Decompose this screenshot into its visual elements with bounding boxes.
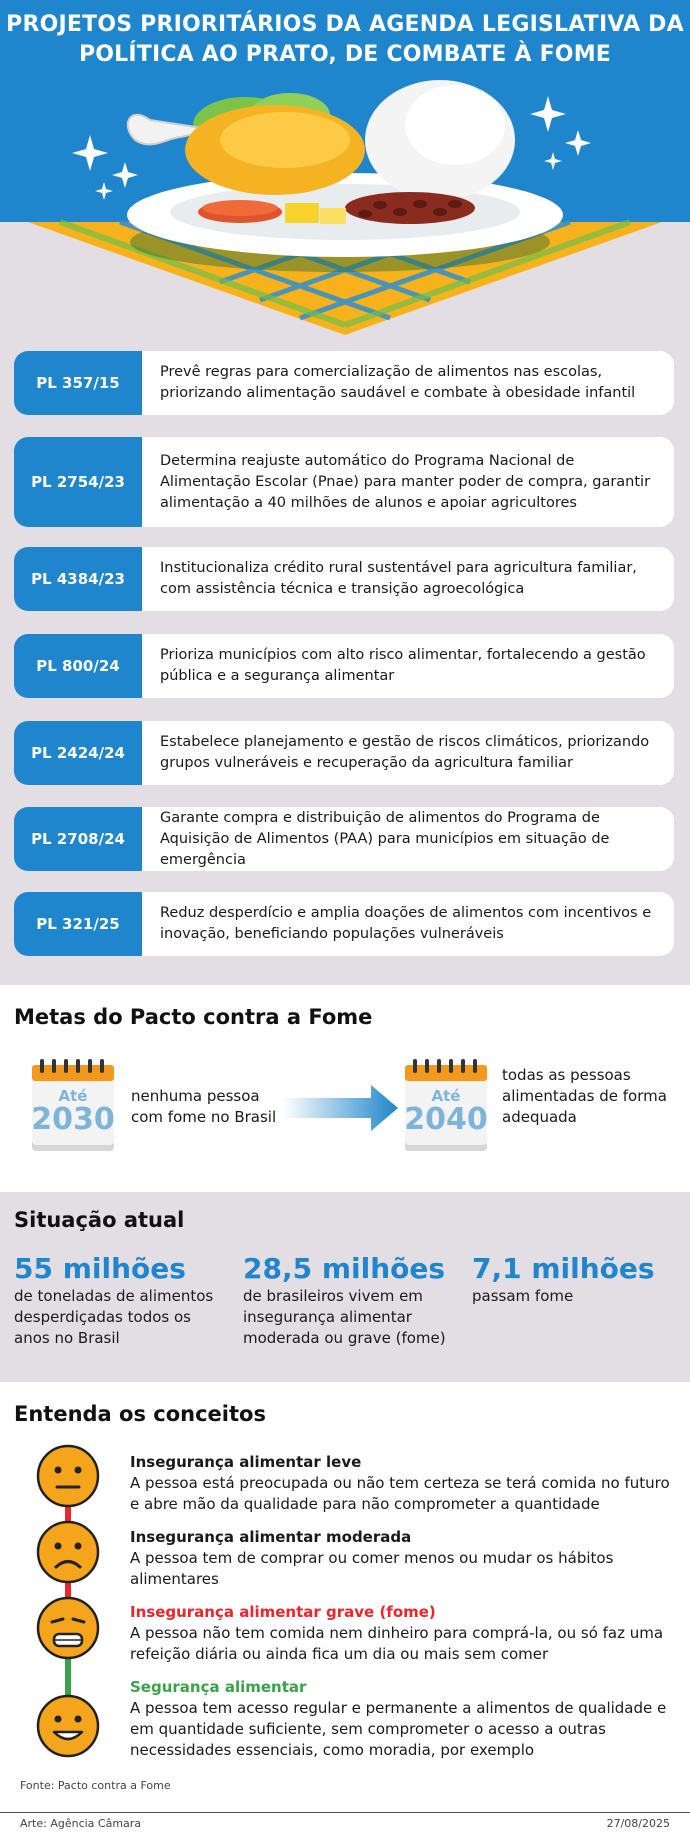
project-row <box>14 351 674 415</box>
stat-description <box>472 1286 682 1307</box>
concept-title-severe: Insegurança alimentar grave (fome) <box>130 1603 436 1621</box>
title-line-2: POLÍTICA AO PRATO, DE COMBATE À FOME <box>78 42 612 67</box>
project-code: PL 321/25 <box>14 892 142 956</box>
footer <box>0 1812 690 1833</box>
project-description: Prevê regras para comercialização de alimentos nas escolas, priorizando alimentação saudável e combate à obesidade infantil <box>160 364 636 401</box>
concepts-section <box>0 1382 690 1792</box>
goal2-line2: alimentadas de forma <box>502 1087 667 1105</box>
concept-text: A pessoa não tem comida nem dinheiro para comprá-la, ou só faz uma refeição diária ou ainda fica um dia ou mais sem comer <box>130 1624 664 1663</box>
goals-title: Metas do Pacto contra a Fome <box>14 1005 373 1029</box>
projects-list <box>0 335 690 985</box>
goal2-prefix: Até <box>431 1087 461 1105</box>
date: 27/08/2025 <box>606 1817 670 1830</box>
stat-line: insegurança alimentar <box>243 1308 412 1326</box>
beans <box>345 192 475 224</box>
goal2-line3: adequada <box>502 1108 577 1126</box>
project-row <box>14 437 674 527</box>
project-description: Garante compra e distribuição de alimentos do Programa de Aquisição de Alimentos (PAA) para municípios em situação de emergência <box>160 809 610 868</box>
title-line-1: PROJETOS PRIORITÁRIOS DA AGENDA LEGISLATIVA DA <box>6 12 684 37</box>
concept-title: Insegurança alimentar leve <box>130 1453 362 1471</box>
concept-text: A pessoa está preocupada ou não tem certeza se terá comida no futuro e abre mão da qualidade para não comprometer a quantidade <box>130 1474 670 1513</box>
project-description: Prioriza municípios com alto risco alimentar, fortalecendo a gestão pública e a segurança alimentar <box>160 647 646 684</box>
concept-item <box>130 1601 670 1665</box>
stat-line: de brasileiros vivem em <box>243 1287 423 1305</box>
concept-title-secure: Segurança alimentar <box>130 1678 307 1696</box>
project-row <box>14 807 674 871</box>
concept-text: A pessoa tem acesso regular e permanente a alimentos de qualidade e em quantidade suficiente, sem comprometer o acesso a outras necessidades essenciais, como moradia, por exemplo <box>130 1699 667 1759</box>
sad-face-icon <box>36 1520 100 1584</box>
stat-value: 28,5 milhões <box>243 1252 446 1285</box>
goal1-year: 2030 <box>31 1102 115 1137</box>
project-description: Estabelece planejamento e gestão de riscos climáticos, priorizando grupos vulneráveis e recuperação da agricultura familiar <box>160 734 650 771</box>
page-title <box>0 10 690 70</box>
goal1-prefix: Até <box>58 1087 88 1105</box>
stat-line: moderada ou grave (fome) <box>243 1329 446 1347</box>
concept-text: A pessoa tem de comprar ou comer menos ou mudar os hábitos alimentares <box>130 1549 614 1588</box>
header-illustration <box>0 0 690 335</box>
project-row <box>14 547 674 611</box>
concept-item <box>130 1451 670 1515</box>
project-code: PL 2424/24 <box>14 721 142 785</box>
project-code: PL 2754/23 <box>14 437 142 527</box>
concept-title: Insegurança alimentar moderada <box>130 1528 412 1546</box>
goals-section <box>0 985 690 1192</box>
project-description: Determina reajuste automático do Programa Nacional de Alimentação Escolar (Pnae) para manter poder de compra, garantir alimentação a 40 milhões de alunos e apoiar agricultores <box>160 452 651 511</box>
project-row <box>14 892 674 956</box>
goal2-line1: todas as pessoas <box>502 1066 631 1084</box>
stat-line: passam fome <box>472 1287 574 1305</box>
situation-title: Situação atual <box>14 1208 185 1232</box>
stat-description <box>14 1286 224 1349</box>
stat-description <box>243 1286 453 1349</box>
project-row <box>14 634 674 698</box>
stat-value: 55 milhões <box>14 1252 186 1285</box>
current-situation-section <box>0 1192 690 1382</box>
project-code: PL 2708/24 <box>14 807 142 871</box>
source-note: Fonte: Pacto contra a Fome <box>20 1779 171 1792</box>
project-code: PL 4384/23 <box>14 547 142 611</box>
stat-line: desperdiçadas todos os <box>14 1308 191 1326</box>
project-code: PL 357/15 <box>14 351 142 415</box>
goal1-text <box>131 1086 276 1128</box>
cheese <box>285 203 319 223</box>
distressed-face-icon <box>36 1596 100 1660</box>
concept-item <box>130 1676 670 1761</box>
concepts-title: Entenda os conceitos <box>14 1402 266 1426</box>
stat-line: anos no Brasil <box>14 1329 120 1347</box>
goal1-line2: com fome no Brasil <box>131 1108 277 1126</box>
neutral-face-icon <box>36 1444 100 1508</box>
stat-value: 7,1 milhões <box>472 1252 655 1285</box>
goal1-line1: nenhuma pessoa <box>131 1087 260 1105</box>
project-description: Reduz desperdício e amplia doações de alimentos com incentivos e inovação, beneficiando populações vulneráveis <box>160 905 652 942</box>
stat-line: de toneladas de alimentos <box>14 1287 214 1305</box>
arrow-right-icon <box>283 1085 398 1131</box>
concept-item <box>130 1526 670 1590</box>
happy-face-icon <box>36 1694 100 1758</box>
project-description: Institucionaliza crédito rural sustentável para agricultura familiar, com assistência técnica e transição agroecológica <box>160 560 637 597</box>
project-row <box>14 721 674 785</box>
credit: Arte: Agência Câmara <box>20 1817 142 1830</box>
goal2-text <box>502 1065 667 1128</box>
project-code: PL 800/24 <box>14 634 142 698</box>
goal2-year: 2040 <box>404 1102 488 1137</box>
